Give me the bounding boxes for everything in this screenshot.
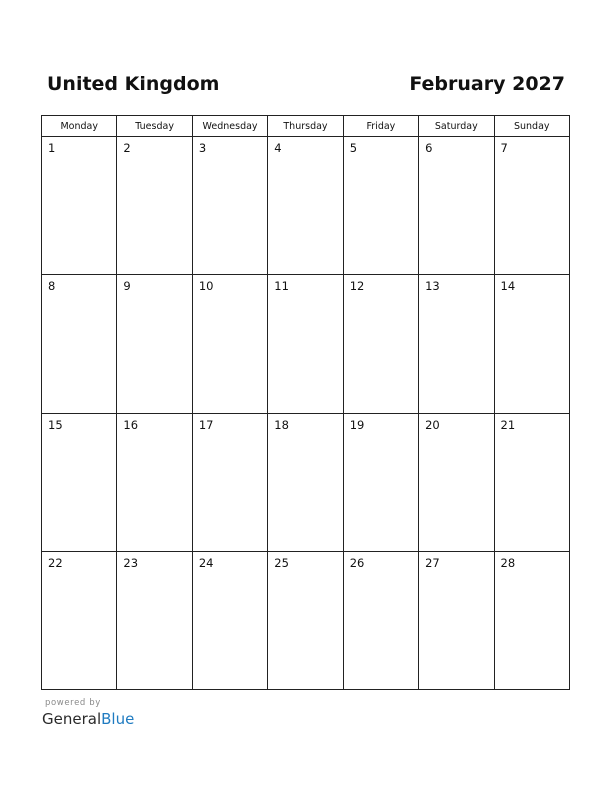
day-number: 13 (425, 279, 440, 294)
week-row (42, 413, 570, 551)
weekday-header: Saturday (419, 116, 494, 137)
day-number: 2 (123, 141, 131, 155)
day-cell (419, 137, 494, 275)
day-number: 3 (198, 141, 207, 155)
day-number: 7 (500, 141, 508, 155)
day-number: 25 (274, 555, 289, 570)
day-cell (192, 275, 267, 413)
day-cell (343, 413, 418, 551)
day-cell (42, 137, 117, 275)
day-cell (117, 413, 192, 551)
day-cell (268, 413, 343, 551)
day-number: 28 (500, 555, 516, 570)
day-cell (419, 551, 494, 689)
day-cell (117, 137, 192, 275)
generalblue-logo (42, 709, 134, 729)
weekday-header: Monday (42, 116, 117, 137)
day-cell (268, 551, 343, 689)
day-number: 20 (425, 417, 440, 432)
day-number: 4 (274, 141, 282, 155)
day-cell (117, 551, 192, 689)
day-cell (343, 137, 418, 275)
day-number: 8 (48, 279, 56, 294)
day-cell (343, 551, 418, 689)
weekday-header: Wednesday (192, 116, 267, 137)
brand-blue-text: Blue (101, 710, 135, 728)
powered-by-text: powered by (45, 698, 101, 708)
day-number: 11 (274, 279, 289, 294)
day-number: 1 (48, 141, 56, 155)
day-cell (494, 137, 569, 275)
day-number: 12 (349, 279, 365, 294)
day-cell (42, 413, 117, 551)
day-number: 5 (349, 141, 358, 155)
week-row (42, 137, 570, 275)
day-cell (419, 413, 494, 551)
day-cell (268, 137, 343, 275)
day-number: 18 (274, 417, 289, 432)
day-cell (117, 275, 192, 413)
brand-general-text: General (42, 710, 102, 728)
weekday-header-row (42, 116, 570, 137)
day-number: 19 (349, 417, 365, 432)
day-cell (268, 275, 343, 413)
day-cell (343, 275, 418, 413)
day-cell (494, 275, 569, 413)
day-number: 6 (425, 141, 433, 155)
weekday-header: Tuesday (117, 116, 192, 137)
day-number: 10 (198, 279, 214, 294)
week-row (42, 275, 570, 413)
day-cell (192, 413, 267, 551)
day-cell (192, 137, 267, 275)
day-cell (42, 551, 117, 689)
day-number: 21 (500, 417, 516, 432)
day-number: 15 (48, 417, 63, 432)
weekday-header: Thursday (268, 116, 343, 137)
day-cell (42, 275, 117, 413)
calendar-grid (41, 115, 570, 690)
day-number: 22 (48, 555, 63, 570)
day-number: 23 (123, 555, 139, 570)
day-number: 27 (425, 555, 440, 570)
day-number: 9 (123, 279, 131, 294)
month-year-title: February 2027 (409, 73, 565, 95)
day-number: 16 (123, 417, 139, 432)
day-cell (494, 551, 569, 689)
weekday-header: Sunday (494, 116, 569, 137)
day-cell (419, 275, 494, 413)
calendar-header (47, 70, 565, 100)
day-cell (494, 413, 569, 551)
weekday-header: Friday (343, 116, 418, 137)
day-number: 24 (198, 555, 214, 570)
week-row (42, 551, 570, 689)
day-number: 14 (500, 279, 516, 294)
country-title: United Kingdom (47, 73, 220, 95)
day-number: 17 (198, 417, 214, 432)
footer-branding (42, 697, 134, 729)
day-number: 26 (349, 555, 365, 570)
day-cell (192, 551, 267, 689)
